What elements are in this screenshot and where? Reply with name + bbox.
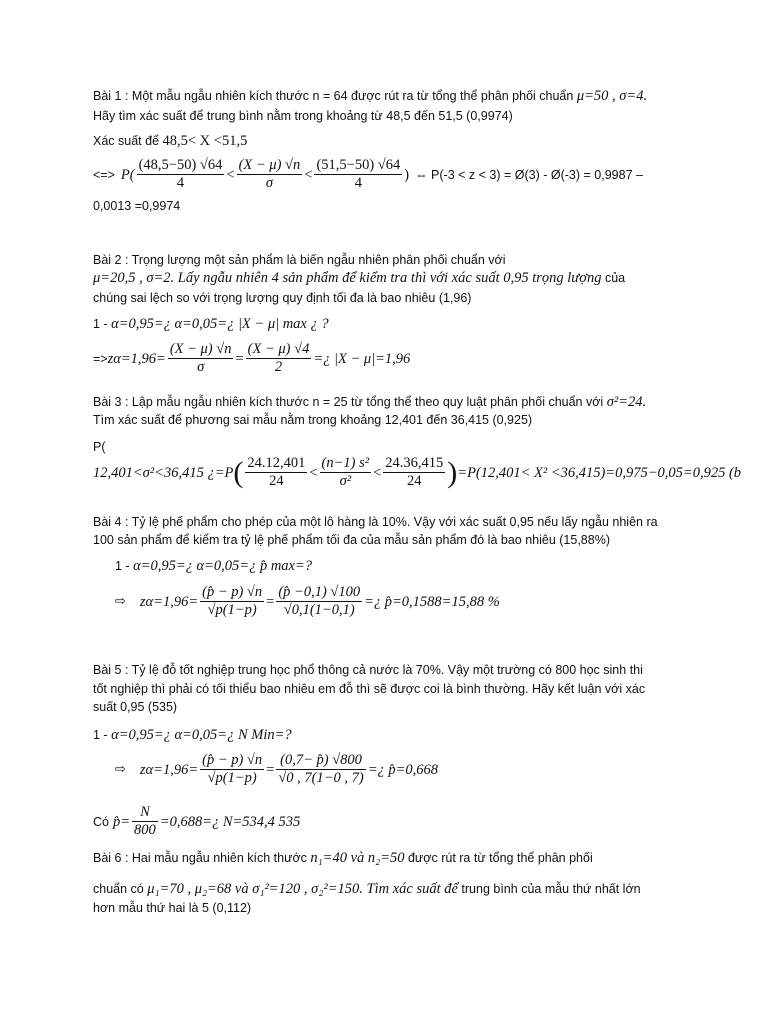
bai5-problem-line3: suất 0,95 (535): [93, 700, 178, 714]
bai6-problem-line1: Bài 6 : Hai mẫu ngẫu nhiên kích thước n₁=40 và n₂=50 được rút ra từ tổng thể phân phối: [93, 850, 593, 866]
bai2-step1: 1 - α=0,95=¿ α=0,05=¿ |X − μ| max ¿ ?: [93, 316, 329, 332]
bai2-step2: => zα=1,96= $\frac{(X - \mu) √n}{\sigma}$ = $\frac{(X - \mu) √4}{2}$ =¿ |X − μ|=1,96: [93, 341, 411, 375]
fraction: $\frac{(p̂ - p) √n}{√p(1-p)}$: [202, 584, 263, 618]
fraction: $\frac{(X - \mu) √4}{2}$: [247, 341, 310, 375]
bai5-step2: ⇨ zα=1,96= $\frac{(p̂ - p) √n}{√p(1-p)}$ = $\frac{(0,7- p̂) √800}{√0 , 7(1-0 , 7)}$ =¿ p̂=0,668: [115, 752, 439, 786]
fraction: $\frac{(p̂ - p) √n}{√p(1-p)}$: [202, 752, 263, 786]
fraction: $\frac{(X - \mu) √n}{\sigma}$: [238, 157, 301, 191]
bai3-problem-line2: Tìm xác suất để phương sai mẫu nằm trong khoảng 12,401 đến 36,415 (0,925): [93, 413, 533, 427]
fraction: $\frac{\text{(n−1) s²}}{\text{σ²}}$: [321, 455, 370, 489]
bai4-problem-line1: Bài 4 : Tỷ lệ phế phẩm cho phép của một lô hàng là 10%. Vậy với xác suất 0,95 nếu lấy ngẫu nhiên ra: [93, 515, 658, 529]
fraction: $\frac{(X - \mu) √n}{\sigma}$: [169, 341, 232, 375]
implies-arrow-icon: ⇨: [115, 761, 126, 777]
bai3-problem-line1: Bài 3 : Lập mẫu ngẫu nhiên kích thước n = 25 từ tổng thể theo quy luật phân phối chuẩn với σ²=24.: [93, 394, 647, 410]
bai4-problem-line2: 100 sản phẩm để kiểm tra tỷ lệ phế phẩm tối đa của mẫu sản phẩm đó là bao nhiêu (15,88%): [93, 533, 610, 547]
bai1-equation: <=> P( $\frac{(48,5-50) √64}{4}$ < $\frac{(X - \mu) √n}{\sigma}$ < $\frac{(51,5-50) √64}{4}$ ) ⇔ P(-3 < z < 3) = Ø(3) - Ø(-3) = 0,9987 –: [93, 157, 643, 191]
fraction: $\frac{(51,5-50) √64}{4}$: [316, 157, 401, 191]
bai4-step2: ⇨ zα=1,96= $\frac{(p̂ - p) √n}{√p(1-p)}$ = $\frac{(p̂ -0,1) √100}{√0,1(1-0,1)}$ =¿ p̂=0,1588=15,88 %: [115, 584, 500, 618]
bai5-problem-line1: Bài 5 : Tỷ lệ đỗ tốt nghiệp trung học phổ thông cả nước là 70%. Vậy một trường có 800 học sinh thi: [93, 663, 643, 677]
fraction: $\frac{(p̂ -0,1) √100}{√0,1(1-0,1)}$: [278, 584, 361, 618]
bai2-problem-line1: Bài 2 : Trọng lượng một sản phẩm là biến ngẫu nhiên phân phối chuẩn với: [93, 253, 506, 267]
fraction: $\frac{24.36,415}{24}$: [385, 455, 444, 489]
bai5-problem-line2: tốt nghiệp thì phải có tối thiểu bao nhiêu em đỗ thì sẽ được coi là bình thường. Hãy kết luận với xác: [93, 682, 646, 696]
bai1-problem-line1: Bài 1 : Một mẫu ngẫu nhiên kích thước n = 64 được rút ra từ tổng thể phân phối chuẩn μ=50 , σ=4.: [93, 88, 648, 104]
bai6-problem-line2: chuẩn có μ₁=70 , μ₂=68 và σ₁²=120 , σ₂²=150. Tìm xác suất để trung bình của mẫu thứ nhất lớn: [93, 881, 641, 897]
bai2-problem-line3: chúng sai lệch so với trọng lượng quy định tối đa là bao nhiêu (1,96): [93, 291, 472, 305]
bai6-problem-line3: hơn mẫu thứ hai là 5 (0,112): [93, 901, 252, 915]
fraction: $\frac{24.12,401}{24}$: [247, 455, 306, 489]
bai3-p-open: P(: [93, 440, 106, 454]
fraction: $\frac{(0,7- p̂) √800}{√0 , 7(1-0 , 7)}$: [278, 752, 364, 786]
fraction: $\frac{(48,5-50) √64}{4}$: [138, 157, 223, 191]
bai2-problem-line2: μ=20,5 , σ=2. Lấy ngẫu nhiên 4 sản phẩm để kiểm tra thì với xác suất 0,95 trọng lượng của: [93, 270, 626, 286]
bai5-step3: Có p̂= $\frac{N}{800}$ =0,688=¿ N=534,4 535: [93, 804, 301, 838]
bai1-params: μ=50 , σ=4.: [576, 88, 648, 104]
bai4-step1: 1 - α=0,95=¿ α=0,05=¿ p̂ max=?: [115, 558, 313, 574]
implies-arrow-icon: ⇨: [115, 593, 126, 609]
bai1-step1: Xác suất để 48,5< X <51,5: [93, 133, 248, 149]
bai1-problem-line2: Hãy tìm xác suất để trung bình nằm trong khoảng từ 48,5 đến 51,5 (0,9974): [93, 109, 513, 123]
bai3-equation: 12,401<σ²<36,415 ¿=P ( $\frac{24.12,401}{24}$ < $\frac{\text{(n−1) s²}}{\text{σ²}}$ < $\frac{24.36,415}{24}$ ) =P(12,401< X² <36,415)=0,975−0,05=0,925 (b: [93, 455, 742, 489]
bai1-result: 0,0013 =0,9974: [93, 199, 181, 213]
bai5-step1: 1 - α=0,95=¿ α=0,05=¿ N Min=?: [93, 727, 292, 743]
fraction: $\frac{N}{800}$: [134, 804, 156, 838]
